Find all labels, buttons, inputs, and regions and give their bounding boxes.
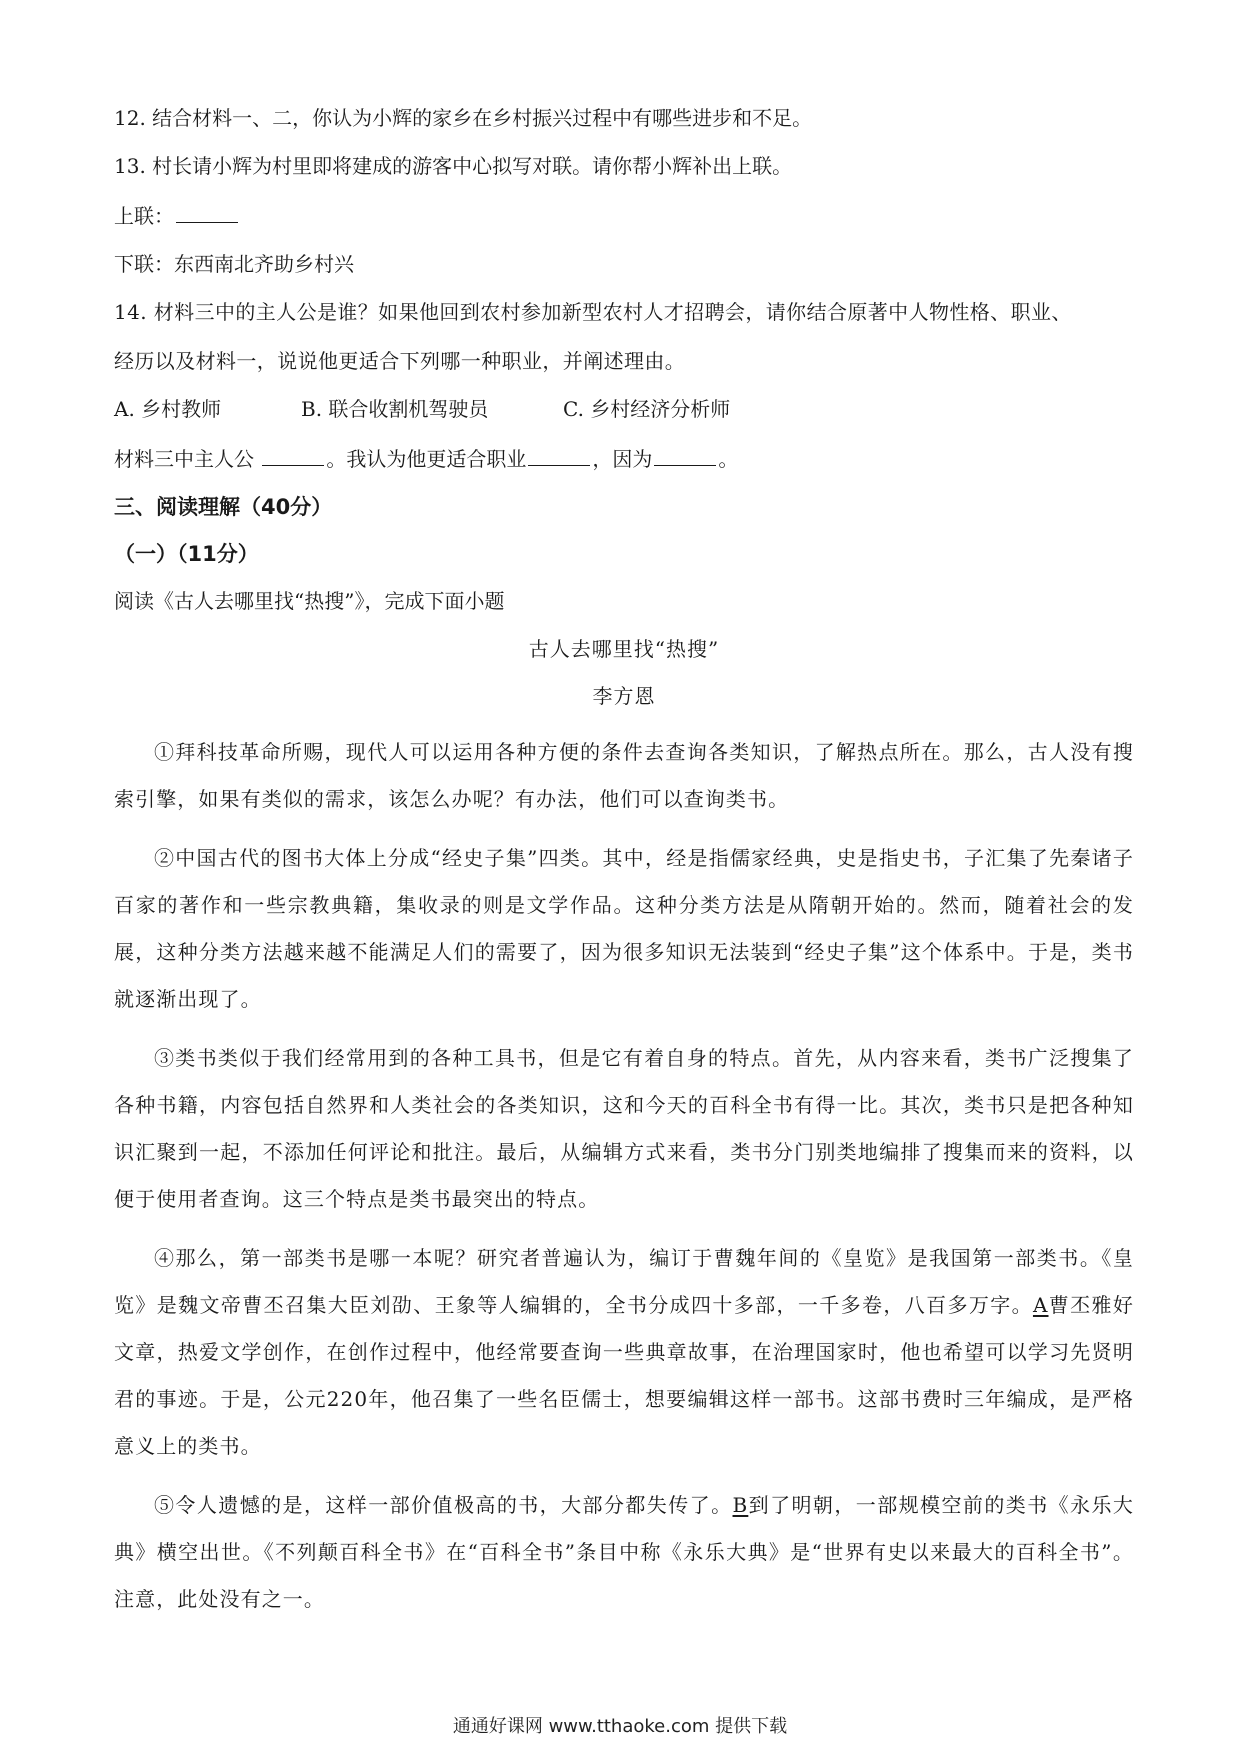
question-14-answer-line [114,443,1134,474]
article-paragraph-2: ②中国古代的图书大体上分成“经史子集”四类。其中，经是指儒家经典，史是指史书，子汇集了先秦诸子百家的著作和一些宗教典籍，集收录的则是文学作品。这种分类方法是从隋朝开始的。然而，随着社会的发展，这种分类方法越来越不能满足人们的需要了，因为很多知识无法装到“经史子集”这个体系中。于是，类书就逐渐出现了。 [114,846,1134,1011]
question-14 [114,288,1134,386]
shanglian-blank [176,200,238,223]
page-footer: 通通好课网 www.tthaoke.com 提供下载 [452,1716,788,1737]
question-14-options [114,395,1134,424]
article-paragraph-3: ③类书类似于我们经常用到的各种工具书，但是它有着自身的特点。首先，从内容来看，类书广泛搜集了各种书籍，内容包括自然界和人类社会的各类知识，这和今天的百科全书有得一比。其次，类书只是把各种知识汇聚到一起，不添加任何评论和批注。最后，从编辑方式来看，类书分门别类地编排了搜集而来的资料，以便于使用者查询。这三个特点是类书最突出的特点。 [114,1046,1134,1211]
article-title: 古人去哪里找“热搜” [528,637,720,661]
shanglian-label: 上联： [114,204,174,228]
article-paragraph-4 [114,1235,1134,1470]
protagonist-blank [262,443,324,466]
paragraph-5-text-after: 到了明朝，一部规模空前的类书《永乐大典》横空出世。《不列颠百科全书》在“百科全书”条目中称《永乐大典》是“世界有史以来最大的百科全书”。注意，此处没有之一。 [114,1493,1134,1611]
paragraph-5-text-before: ⑤令人遗憾的是，这样一部价值极高的书，大部分都失传了。 [154,1493,733,1517]
shanglian-line [114,200,1134,231]
article-paragraph-1: ①拜科技革命所赐，现代人可以运用各种方便的条件去查询各类知识，了解热点所在。那么，古人没有搜索引擎，如果有类似的需求，该怎么办呢？有办法，他们可以查询类书。 [114,740,1134,811]
option-a: A. 乡村教师 [114,397,222,421]
article-author: 李方恩 [592,684,656,708]
question-13: 13. 村长请小辉为村里即将建成的游客中心拟写对联。请你帮小辉补出上联。 [114,154,793,178]
paragraph-4-text-before: ④那么，第一部类书是哪一本呢？研究者普遍认为，编订于曹魏年间的《皇览》是我国第一部类书。《皇览》是魏文帝曹丕召集大臣刘劭、王象等人编辑的，全书分成四十多部，一千多卷，八百多万字。 [114,1246,1134,1317]
fill-part-3: ，因为 [592,447,653,471]
question-14-line-1: 14. 材料三中的主人公是谁？如果他回到农村参加新型农村人才招聘会，请你结合原著中人物性格、职业、 [114,300,1072,324]
reading-instruction: 阅读《古人去哪里找“热搜”》，完成下面小题 [114,589,505,613]
article-paragraph-5 [114,1482,1134,1623]
fill-part-4: 。 [718,447,739,471]
question-14-line-2: 经历以及材料一，说说他更适合下列哪一种职业，并阐述理由。 [114,349,686,373]
sub-section-title: （一）（11分） [114,542,259,566]
page-content [114,104,1134,1623]
xialian-line: 下联：东西南北齐助乡村兴 [114,252,354,276]
section-title: 三、阅读理解（40分） [114,495,333,519]
fill-part-2: 。我认为他更适合职业 [326,447,527,471]
paragraph-4-text-after: 曹丕雅好文章，热爱文学创作，在创作过程中，他经常要查询一些典章故事，在治理国家时，他也希望可以学习先贤明君的事迹。于是，公元220年，他召集了一些名臣儒士，想要编辑这样一部书。这部书费时三年编成，是严格意义上的类书。 [114,1293,1134,1458]
marker-a: A [1032,1293,1049,1317]
question-12: 12. 结合材料一、二，你认为小辉的家乡在乡村振兴过程中有哪些进步和不足。 [114,106,813,130]
option-c: C. 乡村经济分析师 [563,397,731,421]
marker-b: B [732,1493,749,1517]
job-blank [528,443,590,466]
option-b: B. 联合收割机驾驶员 [301,397,489,421]
fill-part-1: 材料三中主人公 [114,447,254,471]
reason-blank [654,443,716,466]
